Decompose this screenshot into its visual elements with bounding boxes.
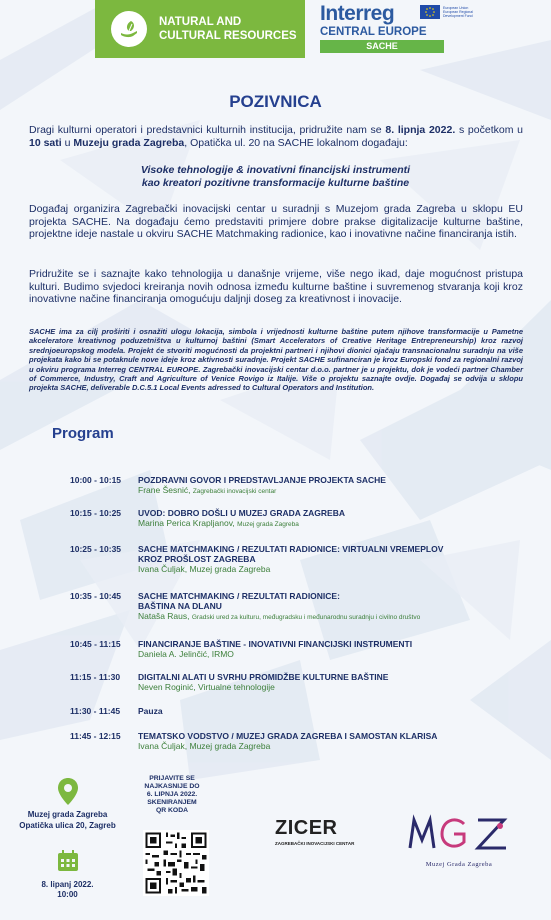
central-europe-label: CENTRAL EUROPE	[320, 26, 427, 38]
program-speaker	[138, 518, 518, 530]
subtitle-line1: Visoke tehnologije & inovativni financijski instrumenti	[140, 164, 411, 176]
intro-text-4: , Opatička ul. 20 na SACHE lokalnom događaju:	[184, 137, 408, 149]
intro-paragraph	[29, 124, 523, 150]
date-text	[10, 880, 125, 900]
program-time: 10:15 - 10:25	[70, 508, 122, 518]
program-body	[138, 639, 518, 660]
program-heading-cont: KROZ PROŠLOST ZAGREBA	[138, 554, 256, 564]
speaker-org: Gradski ured za kulturu, međugradsku i međunarodnu suradnju i civilno društvo	[191, 614, 421, 621]
location-line1: Muzej grada Zagreba	[27, 810, 108, 819]
location-pin-icon	[58, 778, 78, 810]
zicer-logo	[275, 817, 375, 846]
program-speaker: Ivana Čuljak, Muzej grada Zagreba	[138, 741, 271, 751]
paragraph-join: Pridružite se i saznajte kako tehnologija u današnje vrijeme, više nego ikad, daje mogućnost pristupa kulturi. Budimo svjedoci kreiranja novih odnosa između kulturne baštine i suvremenog stvaranja koji kroz inovativne načine financiranja omogućuju daljnji doseg za kreativnost i inovacije.	[29, 268, 523, 305]
qr-code[interactable]	[143, 830, 209, 896]
page-title: POZIVNICA	[229, 92, 322, 111]
mgz-subtitle: Muzej Grada Zagreba	[425, 861, 493, 868]
speaker-name: Frane Šesnić,	[138, 485, 193, 495]
nc-title-line1: NATURAL AND	[159, 16, 242, 28]
intro-text-1: Dragi kulturni operatori i predstavnici kulturnih institucija, pridružite nam se	[29, 124, 386, 136]
project-description: SACHE ima za cilj proširiti i osnažiti ulogu lokacija, simbola i vrijednosti kulturne baštine putem njihove transformacije u Pametne akceleratore kreativnog poduzetništva u kulturnoj baštini (Smart Accelerators of Creative Heritage Entrepreneurship) kroz razvoj srednjoeuropskog modela. Projekt će stvoriti mogućnosti da projektni partneri i njihovi dionici ojačaju transnacionalnu suradnju na više projekata kako bi se potaknule nove ideje kroz aktivnosti suradnje. Projekt SACHE sufinanciran je kroz Europski fond za regionalni razvoj u okviru programa Interreg CENTRAL EUROPE. Zagrebački inovacijski centar d.o.o. partner je u projektu, dok je vodeći partner Chamber of Commerce, Industry, Craft and Agriculture of Venice Rovigo iz Italije. Više o projektu saznajte ovdje. Događaj se odvija u sklopu projekta SACHE, deliverable D.C.5.1 Local Events adressed to Cultural Operators and Institution.	[29, 327, 523, 393]
program-time: 10:00 - 10:15	[70, 475, 122, 485]
program-heading: POZDRAVNI GOVOR I PREDSTAVLJANJE PROJEKTA SACHE	[138, 475, 386, 485]
program-time: 10:25 - 10:35	[70, 544, 122, 554]
program-body	[138, 672, 518, 693]
registration-note	[130, 775, 214, 815]
register-line1: PRIJAVITE SE	[149, 775, 195, 782]
intro-time: 10 sati	[29, 137, 62, 149]
nc-title	[159, 15, 297, 43]
paragraph-organizer: Događaj organizira Zagrebački inovacijski centar u suradnji s Muzejom grada Zagreba u sklopu EU projekta SACHE. Na događaju ćemo predstaviti primjere dobre prakse digitalizacije kulturne baštine, projektne ideje nastale u okviru SACHE Matchmaking radionice, kao i inovativne načine financiranja istih.	[29, 203, 523, 240]
program-heading: SACHE MATCHMAKING / REZULTATI RADIONICE: VIRTUALNI VREMEPLOV	[138, 544, 444, 554]
program-heading: FINANCIRANJE BAŠTINE - INOVATIVNI FINANCIJSKI INSTRUMENTI	[138, 639, 413, 649]
natural-cultural-resources-badge	[95, 0, 305, 58]
program-speaker	[138, 611, 518, 623]
program-time: 11:15 - 11:30	[70, 672, 121, 682]
register-line5: QR KODA	[155, 807, 189, 814]
intro-venue: Muzeju grada Zagreba	[73, 137, 185, 149]
program-speaker: Ivana Čuljak, Muzej grada Zagreba	[138, 564, 271, 574]
eu-flag-icon	[420, 5, 440, 19]
subtitle-line2: kao kreatori pozitivne transformacije kulturne baštine	[141, 177, 410, 189]
leaf-hand-icon	[111, 11, 147, 47]
speaker-name: Nataša Raus,	[138, 611, 192, 621]
speaker-org: Zagrebački inovacijski centar	[192, 488, 277, 495]
calendar-icon	[57, 850, 79, 877]
mgz-logo	[404, 812, 514, 868]
interreg-word: Interreg	[320, 2, 395, 25]
sache-project-bar: SACHE	[320, 40, 444, 53]
program-speaker: Daniela A. Jelinčić, IRMO	[138, 649, 234, 659]
register-line3: 6. LIPNJA 2022.	[146, 791, 198, 798]
interreg-logo	[320, 2, 473, 38]
register-line2: NAJKASNIJE DO	[144, 783, 200, 790]
program-body	[138, 591, 518, 623]
location-line2: Opatička ulica 20, Zagreb	[19, 821, 116, 830]
program-time: 10:35 - 10:45	[70, 591, 122, 601]
intro-text-2: s početkom u	[455, 124, 523, 136]
event-subtitle	[0, 164, 551, 190]
program-speaker: Neven Roginić, Virtualne tehnologije	[138, 682, 275, 692]
program-speaker	[138, 485, 518, 497]
program-heading: SACHE MATCHMAKING / REZULTATI RADIONICE:	[138, 591, 340, 601]
program-time: 11:45 - 12:15	[70, 731, 121, 741]
program-heading: Pauza	[138, 706, 163, 716]
date-line1: 8. lipanj 2022.	[41, 880, 94, 889]
program-body	[138, 544, 518, 575]
intro-text-3: u	[61, 137, 74, 149]
speaker-name: Marina Perica Krapljanov,	[138, 518, 238, 528]
program-body	[138, 508, 518, 530]
date-line2: 10:00	[57, 890, 78, 899]
program-time: 11:30 - 11:45	[70, 706, 121, 716]
program-body	[138, 731, 518, 752]
program-body	[138, 706, 518, 716]
program-body	[138, 475, 518, 497]
mgz-logo-mark	[404, 812, 514, 854]
program-heading: DIGITALNI ALATI U SVRHU PROMIDŽBE KULTURNE BAŠTINE	[138, 672, 389, 682]
program-heading: UVOD: DOBRO DOŠLI U MUZEJ GRADA ZAGREBA	[138, 508, 345, 518]
zicer-subtitle: ZAGREBAČKI INOVACIJSKI CENTAR	[275, 841, 355, 846]
intro-date: 8. lipnja 2022.	[385, 124, 456, 136]
program-title: Program	[52, 425, 114, 442]
program-heading: TEMATSKO VODSTVO / MUZEJ GRADA ZAGREBA I SAMOSTAN KLARISA	[138, 731, 438, 741]
location-text	[10, 809, 125, 831]
zicer-word: ZICER	[275, 817, 338, 839]
header	[0, 0, 551, 64]
nc-title-line2: CULTURAL RESOURCES	[159, 30, 297, 42]
program-time: 10:45 - 11:15	[70, 639, 121, 649]
register-line4: SKENIRANJEM	[147, 799, 197, 806]
program-heading-cont: BAŠTINA NA DLANU	[138, 601, 222, 611]
speaker-org: Muzej grada Zagreba	[237, 521, 299, 528]
eu-fund-text: European Union European Regional Development Fund	[443, 6, 473, 18]
